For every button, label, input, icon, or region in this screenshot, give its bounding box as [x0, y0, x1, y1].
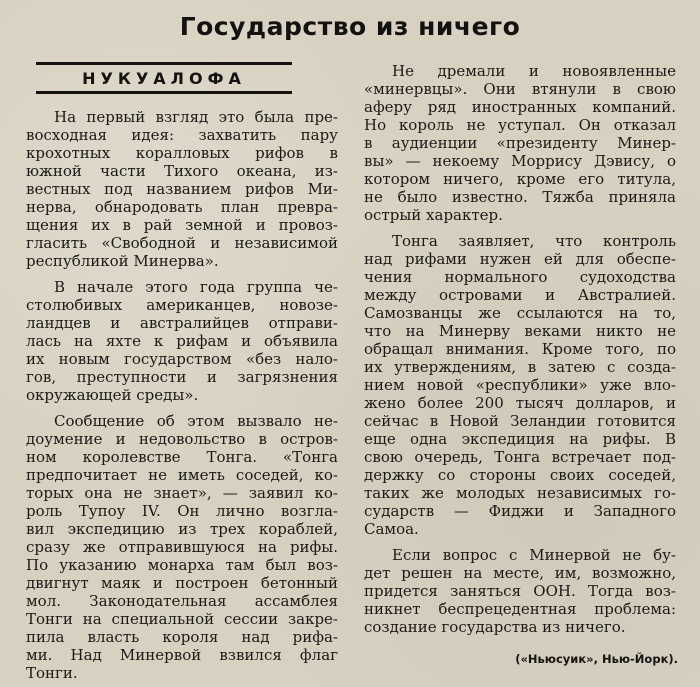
- section-heading-block: [36, 62, 292, 94]
- text-line: Если вопрос с Минервой не бу-: [392, 546, 676, 564]
- text-line: столюбивых американцев, новозе-: [26, 296, 338, 314]
- text-line: Самоа.: [364, 520, 419, 538]
- text-line: создание государства из ничего.: [364, 618, 626, 636]
- text-line: лась на яхте к рифам и объявила: [26, 332, 338, 350]
- text-line: «минервцы». Они втянули в свою: [364, 80, 676, 98]
- text-line: ми. Над Минервой взвился флаг: [26, 646, 338, 664]
- text-line: вестных под названием рифов Ми-: [26, 180, 338, 198]
- article-title: Государство из ничего: [179, 12, 521, 41]
- text-line: ландцев и австралийцев отправи-: [26, 314, 338, 332]
- text-line: вы» — некоему Моррису Дэвису, о: [364, 152, 676, 170]
- text-line: котором ничего, кроме его титула,: [364, 170, 676, 188]
- text-line: роль Тупоу IV. Он лично возгла-: [26, 502, 338, 520]
- text-line: аферу ряд иностранных компаний.: [364, 98, 676, 116]
- text-line: В начале этого года группа че-: [54, 278, 338, 296]
- article-source: («Ньюсуик», Нью-Йорк).: [515, 652, 678, 666]
- text-line: Тонги.: [26, 664, 78, 682]
- text-line: республикой Минерва».: [26, 252, 219, 270]
- text-line: гов, преступности и загрязнения: [26, 368, 338, 386]
- text-line: их утверждениям, в затею с созда-: [364, 358, 676, 376]
- paragraph: [26, 108, 338, 270]
- text-line: не было известно. Тяжба приняла: [364, 188, 676, 206]
- text-line: мол. Законодательная ассамблея: [26, 592, 338, 610]
- text-line: дет решен на месте, им, возможно,: [364, 564, 676, 582]
- text-line: предпочитает не иметь соседей, ко-: [26, 466, 338, 484]
- paragraph-gap: [24, 270, 338, 278]
- paragraph: [26, 412, 338, 682]
- text-line: гласить «Свободной и независимой: [26, 234, 338, 252]
- text-line: жено более 200 тысяч долларов, и: [364, 394, 676, 412]
- text-line: торых она не знает», — заявил ко-: [26, 484, 338, 502]
- text-line: двигнут маяк и построен бетонный: [26, 574, 338, 592]
- paragraph: [364, 232, 676, 538]
- text-line: Самозванцы же ссылаются на то,: [364, 304, 676, 322]
- paragraph: [364, 546, 676, 636]
- text-line: держку со стороны своих соседей,: [364, 466, 676, 484]
- text-line: что на Минерву веками никто не: [364, 322, 676, 340]
- text-line: чения нормального судоходства: [364, 268, 676, 286]
- text-line: крохотных коралловых рифов в: [26, 144, 338, 162]
- text-line: Не дремали и новоявленные: [392, 62, 676, 80]
- text-line: еще одна экспедиция на рифы. В: [364, 430, 676, 448]
- text-line: свою очередь, Тонга встречает под-: [364, 448, 676, 466]
- text-line: никнет беспрецедентная проблема:: [364, 600, 676, 618]
- section-heading: НУКУАЛОФА: [82, 69, 246, 88]
- left-column-text: [24, 108, 338, 682]
- text-line: в аудиенции «президенту Минер-: [364, 134, 676, 152]
- text-line: окружающей среды».: [26, 386, 199, 404]
- text-line: пила власть короля над рифа-: [26, 628, 338, 646]
- text-line: Тонга заявляет, что контроль: [392, 232, 676, 250]
- text-line: нием новой «республики» уже вло-: [364, 376, 676, 394]
- text-line: восходная идея: захватить пару: [26, 126, 338, 144]
- text-line: обращал внимания. Кроме того, по: [364, 340, 676, 358]
- right-column-text: [364, 62, 676, 636]
- text-line: острый характер.: [364, 206, 503, 224]
- text-line: доумение и недовольство в остров-: [26, 430, 338, 448]
- text-line: сразу же отправившуюся на рифы.: [26, 538, 338, 556]
- text-line: щения их в рай земной и провоз-: [26, 216, 338, 234]
- text-line: нерва, обнародовать план превра-: [26, 198, 338, 216]
- text-line: вил экспедицию из трех кораблей,: [26, 520, 338, 538]
- text-line: сударств — Фиджи и Западного: [364, 502, 676, 520]
- section-rule-bottom: [36, 91, 292, 94]
- text-line: На первый взгляд это была пре-: [54, 108, 338, 126]
- paragraph-gap: [24, 404, 338, 412]
- paragraph-gap: [364, 538, 676, 546]
- paragraph: [364, 62, 676, 224]
- text-line: южной части Тихого океана, из-: [26, 162, 338, 180]
- paragraph: [26, 278, 338, 404]
- text-line: над рифами нужен ей для обеспе-: [364, 250, 676, 268]
- text-line: между островами и Австралией.: [364, 286, 676, 304]
- paragraph-gap: [364, 224, 676, 232]
- text-line: сейчас в Новой Зеландии готовится: [364, 412, 676, 430]
- text-line: Но король не уступал. Он отказал: [364, 116, 676, 134]
- text-line: По указанию монарха там был воз-: [26, 556, 338, 574]
- text-line: Тонги на специальной сессии закре-: [26, 610, 338, 628]
- text-line: таких же молодых независимых го-: [364, 484, 676, 502]
- text-line: придется заняться ООН. Тогда воз-: [364, 582, 676, 600]
- right-column: [364, 62, 676, 636]
- text-line: ном королевстве Тонга. «Тонга: [26, 448, 338, 466]
- left-column: [24, 62, 338, 682]
- text-line: Сообщение об этом вызвало не-: [54, 412, 338, 430]
- text-line: их новым государством «без нало-: [26, 350, 338, 368]
